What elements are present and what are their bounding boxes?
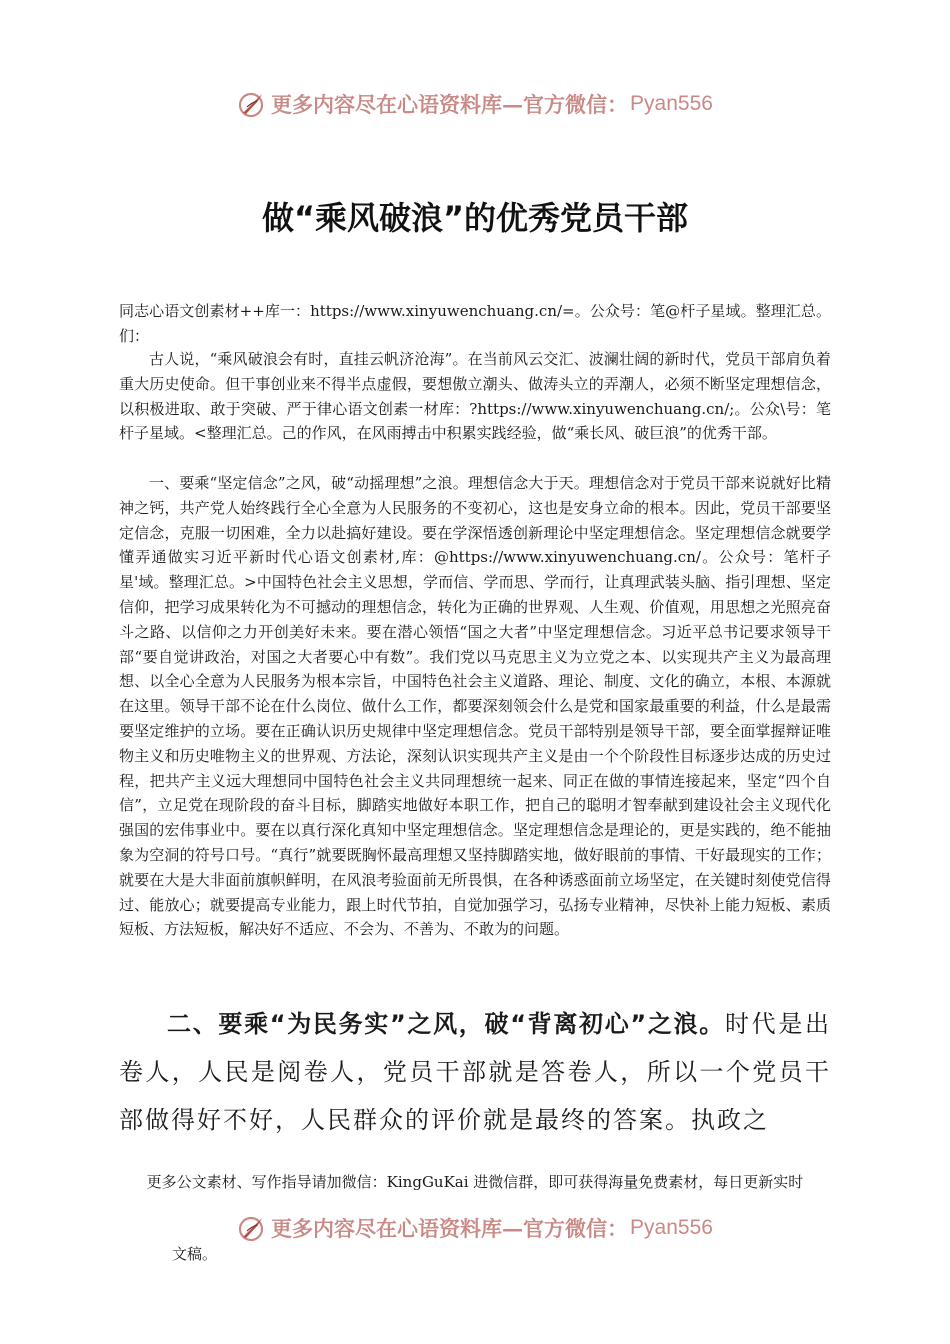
paragraph-2: 一、要乘“坚定信念”之风，破“动摇理想”之浪。理想信念大于天。理想信念对于党员干部来说就好比精神之钙，共产党人始终践行全心全意为人民服务的不变初心，这也是安身立命的根本。因此，党员干部要坚定信念，克服一切困难，全力以赴搞好建设。要在学深悟透创新理论中坚定理想信念。坚定理想信念就要学懂弄通做实习近平新时代心语文创素材,库：@https://www.xinyuwenchuang.cn/。公众号：笔杆子星'域。整理汇总。>中国特色社会主义思想，学而信、学而思、学而行，让真理武装头脑、指引理想、坚定信仰，把学习成果转化为不可撼动的理想信念，转化为正确的世界观、人生观、价值观，用思想之光照亮奋斗之路、以信仰之力开创美好未来。要在潜心领悟“国之大者”中坚定理想信念。习近平总书记要求领导干部“要自觉讲政治，对国之大者要心中有数”。我们党以马克思主义为立党之本、以实现共产主义为最高理想、以全心全意为人民服务为根本宗旨，中国特色社会主义道路、理论、制度、文化的确立，本根、本源就在这里。领导干部不论在什么岗位、做什么工作，都要深刻领会什么是党和国家最重要的利益，什么是最需要坚定维护的立场。要在正确认识历史规律中坚定理想信念。党员干部特别是领导干部，要全面掌握辩证唯物主义和历史唯物主义的世界观、方法论，深刻认识实现共产主义是由一个个阶段性目标逐步达成的历史过程，把共产主义远大理想同中国特色社会主义共同理想统一起来、同正在做的事情连接起来，坚定“四个自信”，立足党在现阶段的奋斗目标，脚踏实地做好本职工作，把自己的聪明才智奉献到建设社会主义现代化强国的宏伟事业中。要在以真行深化真知中坚定理想信念。坚定理想信念是理论的，更是实践的，绝不能抽象为空洞的符号口号。“真行”就要既胸怀最高理想又坚持脚踏实地，做好眼前的事情、干好最现实的工作；就要在大是大非面前旗帜鲜明，在风浪考验面前无所畏惧，在各种诱惑面前立场坚定，在关键时刻使党信得过、能放心；就要提高专业能力，跟上时代节拍，自觉加强学习，弘扬专业精神，尽快补上能力短板、素质短板、方法短板，解决好不适应、不会为、不善为、不敢为的问题。: [119, 474, 831, 939]
section-2-text: 时代是出卷人，人民是阅卷人，党员干部就是答卷人，所以一个党员干部做得好不好，人民群众的评价就是最终的答案。执政之: [119, 1010, 832, 1134]
section-2-heading: 二、要乘“为民务实”之风，破“背离初心”之浪。: [167, 1010, 725, 1038]
paragraph-1: 古人说，“乘风破浪会有时，直挂云帆济沧海”。在当前风云交汇、波澜壮阔的新时代，党员干部肩负着重大历史使命。但干事创业来不得半点虚假，要想傲立潮头、做涛头立的弄潮人，必须不断坚定理想信念，以积极进取、敢于突破、严于律心语文创素一材库：?https://www.xinyuwenchuang.cn/;。公众\号：笔杆子星域。<整理汇总。己的作风，在风雨搏击中积累实践经验，做“乘长风、破巨浪”的优秀干部。: [119, 350, 831, 443]
quill-logo-icon: [237, 89, 267, 119]
banner-wechat-id: Pyan556: [630, 92, 713, 115]
banner-text: 更多内容尽在心语资料库—官方微信：: [271, 92, 629, 117]
footer-note: 更多公文素材、写作指导请加微信：KingGuKai 进微信群，即可获得海量免费素材，每日更新实时: [146, 1173, 804, 1191]
quill-logo-icon: [237, 1213, 267, 1243]
watermark-banner-top: [0, 84, 950, 124]
banner-wechat-id: Pyan556: [630, 1216, 713, 1239]
page-title: 做“乘风破浪”的优秀党员干部: [261, 199, 689, 237]
footer-continuation: 文稿。: [172, 1245, 218, 1263]
intro-line: 同志心语文创素材++库一：https://www.xinyuwenchuang.cn/=。公众号：笔@杆子星域。整理汇总。们：: [119, 302, 831, 345]
banner-text: 更多内容尽在心语资料库—官方微信：: [271, 1216, 629, 1241]
watermark-banner-bottom: [0, 1208, 950, 1248]
section-2: [119, 1000, 831, 1144]
